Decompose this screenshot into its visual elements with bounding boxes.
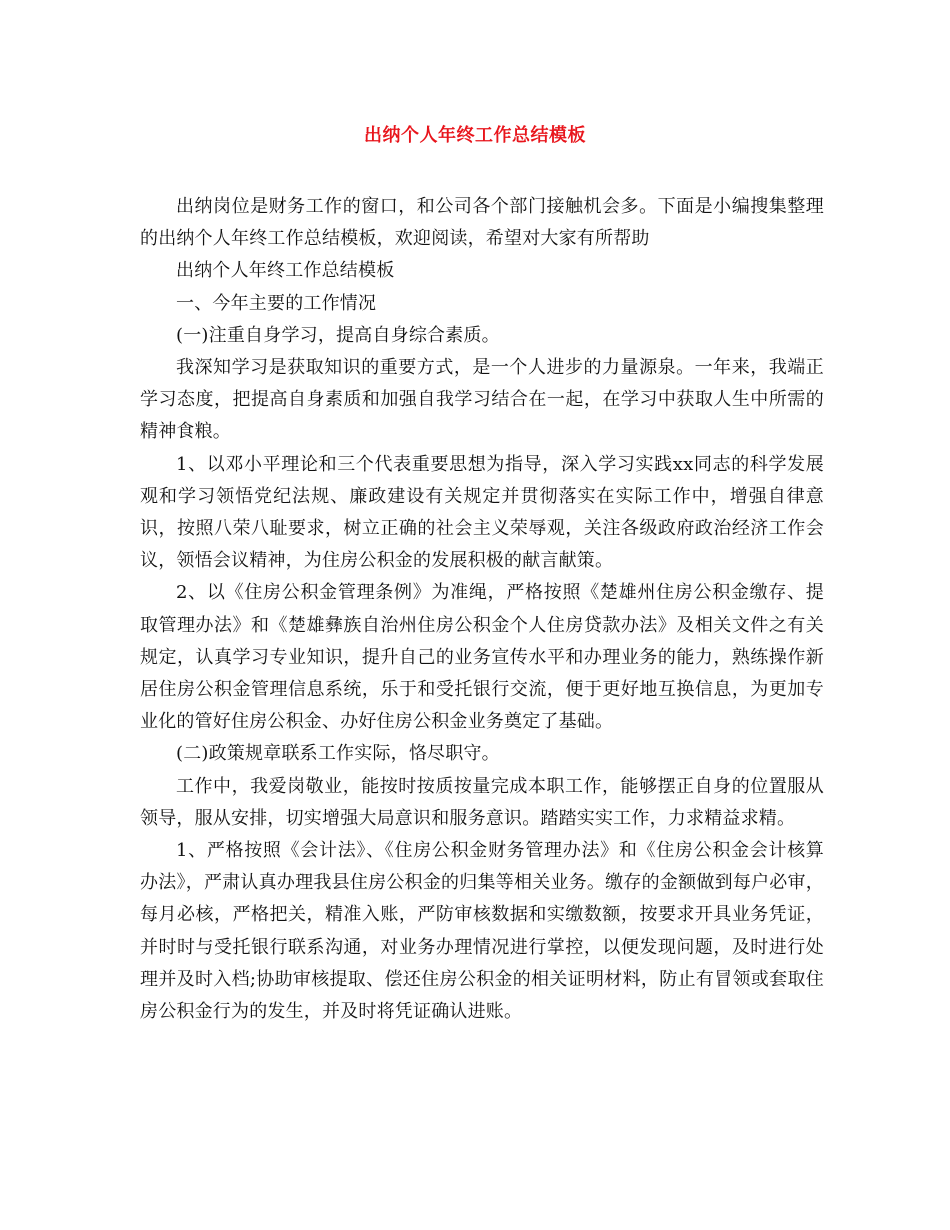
- paragraph: 我深知学习是获取知识的重要方式，是一个人进步的力量源泉。一年来，我端正学习态度，把提高自身素质和加强自我学习结合在一起，在学习中获取人生中所需的精神食粮。: [140, 357, 824, 443]
- paragraph: 2、以《住房公积金管理条例》为准绳，严格按照《楚雄州住房公积金缴存、提取管理办法》和《楚雄彝族自治州住房公积金个人住房贷款办法》及相关文件之有关规定，认真学习专业知识，提升自己的业务宣传水平和办理业务的能力，熟练操作新居住房公积金管理信息系统，乐于和受托银行交流，便于更好地互换信息，为更加专业化的管好住房公积金、办好住房公积金业务奠定了基础。: [140, 582, 824, 733]
- paragraph: 1、严格按照《会计法》、《住房公积金财务管理办法》和《住房公积金会计核算办法》，严肃认真办理我县住房公积金的归集等相关业务。缴存的金额做到每户必审，每月必核，严格把关，精准入账，严防审核数据和实缴数额，按要求开具业务凭证，并时时与受托银行联系沟通，对业务办理情况进行掌控，以便发现问题，及时进行处理并及时入档;协助审核提取、偿还住房公积金的相关证明材料，防止有冒领或套取住房公积金行为的发生，并及时将凭证确认进账。: [140, 840, 824, 1023]
- paragraph: 1、以邓小平理论和三个代表重要思想为指导，深入学习实践xx同志的科学发展观和学习领悟党纪法规、廉政建设有关规定并贯彻落实在实际工作中，增强自律意识，按照八荣八耻要求，树立正确的社会主义荣辱观，关注各级政府政治经济工作会议，领悟会议精神，为住房公积金的发展积极的献言献策。: [140, 453, 824, 572]
- paragraph: 工作中，我爱岗敬业，能按时按质按量完成本职工作，能够摆正自身的位置服从领导，服从安排，切实增强大局意识和服务意识。踏踏实实工作，力求精益求精。: [140, 775, 824, 829]
- document-body: [140, 191, 824, 1028]
- paragraph: 出纳岗位是财务工作的窗口，和公司各个部门接触机会多。下面是小编搜集整理的出纳个人年终工作总结模板，欢迎阅读，希望对大家有所帮助: [140, 196, 824, 250]
- document-title: 出纳个人年终工作总结模板: [364, 125, 586, 146]
- paragraph: 出纳个人年终工作总结模板: [176, 260, 395, 282]
- section-heading: 一、今年主要的工作情况: [176, 292, 377, 314]
- subsection-heading: (二)政策规章联系工作实际，恪尽职守。: [176, 743, 500, 765]
- subsection-heading: (一)注重自身学习，提高自身综合素质。: [176, 324, 500, 346]
